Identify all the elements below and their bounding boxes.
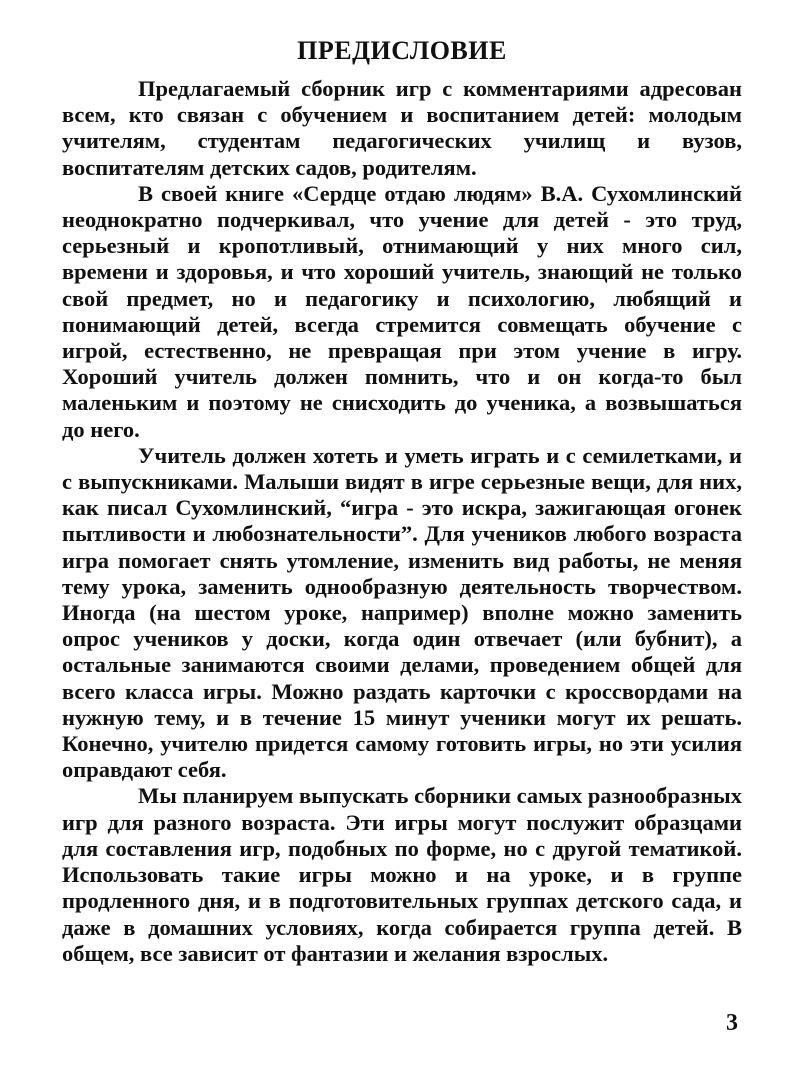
page-title: ПРЕДИСЛОВИЕ	[297, 36, 507, 65]
document-page	[62, 28, 742, 967]
paragraph-1: Предлагаемый сборник игр с комментариями адресован всем, кто связан с обучением и воспитанием детей: молодым учителям, студентам педагогических училищ и вузов, воспитателям детских садов, родителям.	[62, 76, 742, 180]
paragraph-3: Учитель должен хотеть и уметь играть и с семилетками, и с выпускниками. Малыши видят в игре серьезные вещи, для них, как писал Сухомлинский, “игра - это искра, зажигающая огонек пытливости и любознательности”. Для учеников любого возраста игра помогает снять утомление, изменить вид работы, не меняя тему урока, заменить однообразную деятельность творчеством. Иногда (на шестом уроке, например) вполне можно заменить опрос учеников у доски, когда один отвечает (или бубнит), а остальные занимаются своими делами, проведением общей для всего класса игры. Можно раздать карточки с кроссвордами на нужную тему, и в течение 15 минут ученики могут их решать. Конечно, учителю придется самому готовить игры, но эти усилия оправдают себя.	[62, 442, 742, 783]
page-number: 3	[726, 1010, 738, 1036]
paragraph-2: В своей книге «Сердце отдаю людям» В.А. Сухомлинский неоднократно подчеркивал, что учение для детей - это труд, серьезный и кропотливый, отнимающий у них много сил, времени и здоровья, и что хороший учитель, знающий не только свой предмет, но и педагогику и психологию, любящий и понимающий детей, всегда стремится совмещать обучение с игрой, естественно, не превращая при этом учение в игру. Хороший учитель должен помнить, что и он когда-то был маленьким и поэтому не снисходить до ученика, а возвышаться до него.	[62, 180, 742, 442]
paragraph-4: Мы планируем выпускать сборники самых разнообразных игр для разного возраста. Эти игры могут послужит образцами для составления игр, подобных по форме, но с другой тематикой. Использовать такие игры можно и на уроке, и в группе продленного дня, и в подготовительных группах детского сада, и даже в домашних условиях, когда собирается группа детей. В общем, все зависит от фантазии и желания взрослых.	[62, 783, 742, 966]
